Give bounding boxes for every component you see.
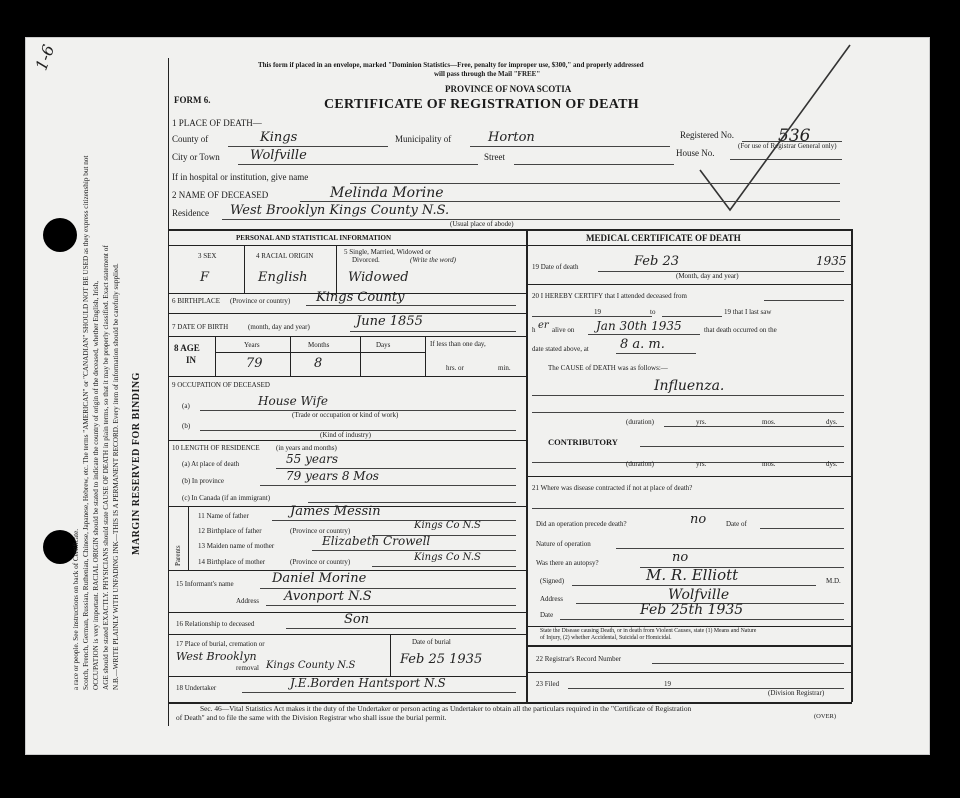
registered-no-value: 536 [778,126,811,146]
informant-label: 15 Informant's name [176,580,234,588]
occurred-label: that death occurred on the [704,326,777,334]
filed-19: 19 [664,680,671,688]
street-label: Street [484,152,505,162]
margin-line-2: AGE should be stated EXACTLY. PHYSICIANS should state CAUSE OF DEATH in plain terms, so that it may be properly classified. Exact statement of [102,245,110,690]
occupation-label: 9 OCCUPATION OF DECEASED [172,381,270,389]
parents-label: Parents [174,545,182,566]
residence-label: Residence [172,208,209,218]
residence-value: West Brooklyn Kings County N.S. [230,203,450,218]
signed-label: (Signed) [540,577,565,585]
dob-line [350,331,516,332]
informant-address-label: Address [236,597,259,605]
record-number-label: 22 Registrar's Record Number [536,655,622,663]
birthplace-note: (Province or country) [230,297,291,305]
county-line [228,146,388,147]
autopsy-label: Was there an autopsy? [536,559,599,567]
province-line [260,485,516,486]
mother-label: 13 Maiden name of mother [198,542,275,550]
undertaker-value: J.E.Borden Hantsport N.S [290,676,446,690]
age-header-rule [215,352,425,353]
street-line [514,164,674,165]
burial-place-value-2: Kings County N.S [266,660,356,671]
medical-heading: MEDICAL CERTIFICATE OF DEATH [586,233,741,243]
father-value: James Messin [290,504,381,519]
alive-value: Jan 30th 1935 [596,319,682,333]
place-of-death-section: 1 PLACE OF DEATH— [172,118,262,128]
yrs-1: yrs. [696,418,707,426]
municipality-line [470,146,670,147]
age-label-2: IN [186,355,197,365]
mail-notice-1: This form if placed in an envelope, marked "Dominion Statistics—Free, penalty for improper use, $300," and properly addressed [258,61,644,69]
father-bp-note: (Province or country) [290,527,351,535]
mother-bp-value: Kings Co N.S [414,552,481,563]
burial-place-value-1: West Brooklyn [176,650,257,663]
sex-value: F [200,270,210,285]
residence-note: (Usual place of abode) [450,220,514,228]
province-value: 79 years 8 Mos [286,469,379,483]
hrs-label: hrs. or [446,364,464,372]
racial-value: English [258,270,308,285]
age-div-1 [215,336,216,376]
parents-divider [188,506,189,570]
date-signed-value: Feb 25th 1935 [640,602,744,618]
mail-notice-2: will pass through the Mail "FREE" [434,70,541,78]
deceased-name-value: Melinda Morine [330,185,444,201]
racial-label: 4 RACIAL ORIGIN [256,252,314,260]
racial-divider [336,245,337,293]
contracted-line [532,508,844,509]
mos-2: mos. [762,460,776,468]
personal-heading-rule [168,245,526,246]
marital-label-3: (Write the word) [410,256,457,264]
marital-label-2: Divorced. [352,256,380,264]
footer-line-1: Sec. 46—Vital Statistics Act makes it the duty of the Undertaker or person acting as Undertaker to obtain all the particulars required in the "Certificate of Registration [200,704,692,713]
sex-label: 3 SEX [198,252,217,260]
death-date-label: 19 Date of death [532,263,579,271]
lessday-label: If less than one day, [430,340,486,348]
city-label: City or Town [172,152,220,162]
main-table-top [168,229,852,231]
checkmark-icon [690,40,860,220]
med-rule-19 [527,284,852,285]
residence-line [222,219,840,220]
at-place-value: 55 years [286,452,339,466]
mother-bp-label: 14 Birthplace of mother [198,558,266,566]
relationship-label: 16 Relationship to deceased [176,620,255,628]
last-saw-label: 19 that I last saw [724,308,772,316]
contracted-label: 21 Where was disease contracted if not at place of death? [532,484,693,492]
sex-divider [244,245,245,293]
city-line [238,164,478,165]
mother-bp-line [372,566,516,567]
from-19: 19 [594,308,601,316]
filed-label: 23 Filed [536,680,560,688]
duration-1: (duration) [626,418,654,426]
row-rule-7 [168,336,526,337]
burial-date-value: Feb 25 1935 [400,652,483,667]
relationship-line [286,628,516,629]
form-left-border [168,58,169,726]
alive-hand: er [538,320,549,331]
violent-note-1: State the Disease causing Death, or in death from Violent Causes, state (1) Means and Nature [540,628,757,634]
md-label: M.D. [826,577,841,585]
dob-label: 7 DATE OF BIRTH [172,323,229,331]
form-right-border [851,229,853,702]
margin-line-3: OCCUPATION is very important. RACIAL ORIGIN should be stated to indicate the country of origin of the deceased, whether English, Irish, [92,280,100,690]
municipality-value: Horton [488,130,535,145]
column-divider [526,229,528,702]
father-label: 11 Name of father [198,512,249,520]
birthplace-label: 6 BIRTHPLACE [172,297,220,305]
corner-mark: 1-6 [31,42,59,73]
informant-value: Daniel Morine [272,571,367,586]
footer-over: (OVER) [814,713,837,720]
county-value: Kings [260,130,298,145]
row-rule-8 [168,376,526,377]
certify-label: 20 I HEREBY CERTIFY that I attended deceased from [532,292,687,300]
residence-length-note: (in years and months) [276,444,337,452]
mother-value: Elizabeth Crowell [322,534,431,548]
months-value: 8 [314,356,323,371]
min-label: min. [498,364,511,372]
registrar-note: (For use of Registrar General only) [738,142,837,150]
contributory-label: CONTRIBUTORY [548,437,618,447]
cause-line-1 [532,395,844,396]
margin-line-5: a race or people. See instructions on back of Certificate. [72,528,80,690]
from-line [532,316,652,317]
industry-note: (Kind of industry) [320,431,371,439]
contributory-line-1 [640,446,844,447]
nature-line [616,548,844,549]
death-date-value: Feb 23 [634,254,679,269]
occupation-a: (a) [182,402,190,410]
division-registrar-label: (Division Registrar) [768,689,825,697]
row-rule-6 [168,313,526,314]
mother-line [312,550,516,551]
signed-line [572,585,816,586]
province-name: PROVINCE OF NOVA SCOTIA [445,84,572,94]
province-label: (b) In province [182,477,224,485]
days-label: Days [376,341,391,349]
yrs-2: yrs. [696,460,707,468]
burial-divider [390,634,391,676]
residence-length-label: 10 LENGTH OF RESIDENCE [172,444,260,452]
burial-date-label: Date of burial [412,638,451,646]
med-rule-23 [527,672,852,673]
op-date-label: Date of [726,520,747,528]
autopsy-value: no [672,550,689,565]
row-rule-9 [168,440,526,441]
occupation-note: (Trade or occupation or kind of work) [292,411,399,419]
med-address-label: Address [540,595,563,603]
death-date-year: 1935 [816,254,847,268]
time-value: 8 a. m. [620,337,665,352]
years-value: 79 [246,356,263,371]
time-line [616,353,696,354]
nature-label: Nature of operation [536,540,591,548]
med-rule-21 [527,626,852,627]
form-number: FORM 6. [174,95,211,105]
age-div-4 [425,336,426,376]
duration-line-1 [664,426,844,427]
county-label: County of [172,134,209,144]
burial-label-2: removal [236,664,259,672]
city-value: Wolfville [250,148,307,163]
age-label-1: 8 AGE [174,343,200,353]
father-bp-value: Kings Co N.S [414,520,481,531]
informant-address-value: Avonport N.S [284,589,372,604]
birthplace-value: Kings County [316,290,405,305]
med-rule-20 [527,476,852,477]
undertaker-label: 18 Undertaker [176,684,217,692]
house-no-label: House No. [676,148,715,158]
informant-address-line [266,605,516,606]
cause-line-2 [532,412,844,413]
page-title: CERTIFICATE OF REGISTRATION OF DEATH [324,97,639,112]
to-label: to [650,308,656,316]
medical-heading-rule [527,245,852,246]
mother-bp-note: (Province or country) [290,558,351,566]
med-rule-22 [527,645,852,647]
operation-value: no [690,512,707,527]
margin-instructions [72,95,172,690]
row-rule-16 [168,634,526,635]
hospital-label: If in hospital or institution, give name [172,172,309,182]
years-label: Years [244,341,260,349]
birthplace-line [306,305,516,306]
signed-value: M. R. Elliott [646,566,739,584]
dys-1: dys. [826,418,838,426]
violent-note-2: of Injury, (2) whether Accidental, Suicidal or Homicidal. [540,635,672,641]
age-div-3 [360,336,361,376]
marital-label-1: 5 Single, Married, Widowed or [344,248,432,256]
certify-line [764,300,844,301]
occupation-b: (b) [182,422,191,430]
deceased-name-line [300,201,840,202]
date-signed-label: Date [540,611,554,619]
marital-value: Widowed [348,270,409,285]
footer-line-2: of Death" and to file the same with the Division Registrar who shall issue the burial permit. [176,713,447,722]
age-div-2 [290,336,291,376]
hospital-line [350,183,840,184]
death-date-note: (Month, day and year) [676,272,739,280]
cause-label: The CAUSE of DEATH was as follows:— [548,364,668,372]
mos-1: mos. [762,418,776,426]
father-bp-label: 12 Birthplace of father [198,527,262,535]
margin-title: MARGIN RESERVED FOR BINDING [131,372,142,555]
alive-prefix: h [532,326,536,334]
municipality-label: Municipality of [395,134,452,144]
to-line [662,316,722,317]
date-signed-line [560,619,844,620]
burial-label-1: 17 Place of burial, cremation or [176,640,265,648]
at-place-label: (a) At place of death [182,460,240,468]
dob-note: (month, day and year) [248,323,310,331]
alive-label: alive on [552,326,575,334]
cause-value: Influenza. [654,378,725,394]
contributory-line-2 [532,462,844,463]
record-number-line [652,663,844,664]
alive-line [588,334,700,335]
undertaker-line [242,692,516,693]
med-address-value: Wolfville [668,587,730,603]
duration-2: (duration) [626,460,654,468]
operation-label: Did an operation precede death? [536,520,627,528]
date-stated-label: date stated above, at [532,345,589,353]
deceased-name-label: 2 NAME OF DECEASED [172,190,269,200]
months-label: Months [308,341,330,349]
canada-label: (c) In Canada (if an immigrant) [182,494,271,502]
dys-2: dys. [826,460,838,468]
margin-line-1: N.B.—WRITE PLAINLY WITH UNFADING INK—THIS IS A PERMANENT RECORD. Every item of information should be carefully supplied. [112,263,120,690]
personal-heading: PERSONAL AND STATISTICAL INFORMATION [236,234,392,242]
registered-no-label: Registered No. [680,130,734,140]
canada-line [308,502,516,503]
margin-line-4: Scotch, French, German, Russian, Ruthenian, Chinese, Japanese, Hebrew, etc. The terms "AMERICAN" or "CANADIAN" SHOULD NOT BE USED as they express citizenship but not [82,155,90,690]
occupation-value: House Wife [258,394,328,408]
relationship-value: Son [344,612,370,627]
dob-value: June 1855 [356,314,423,329]
op-date-line [760,528,844,529]
